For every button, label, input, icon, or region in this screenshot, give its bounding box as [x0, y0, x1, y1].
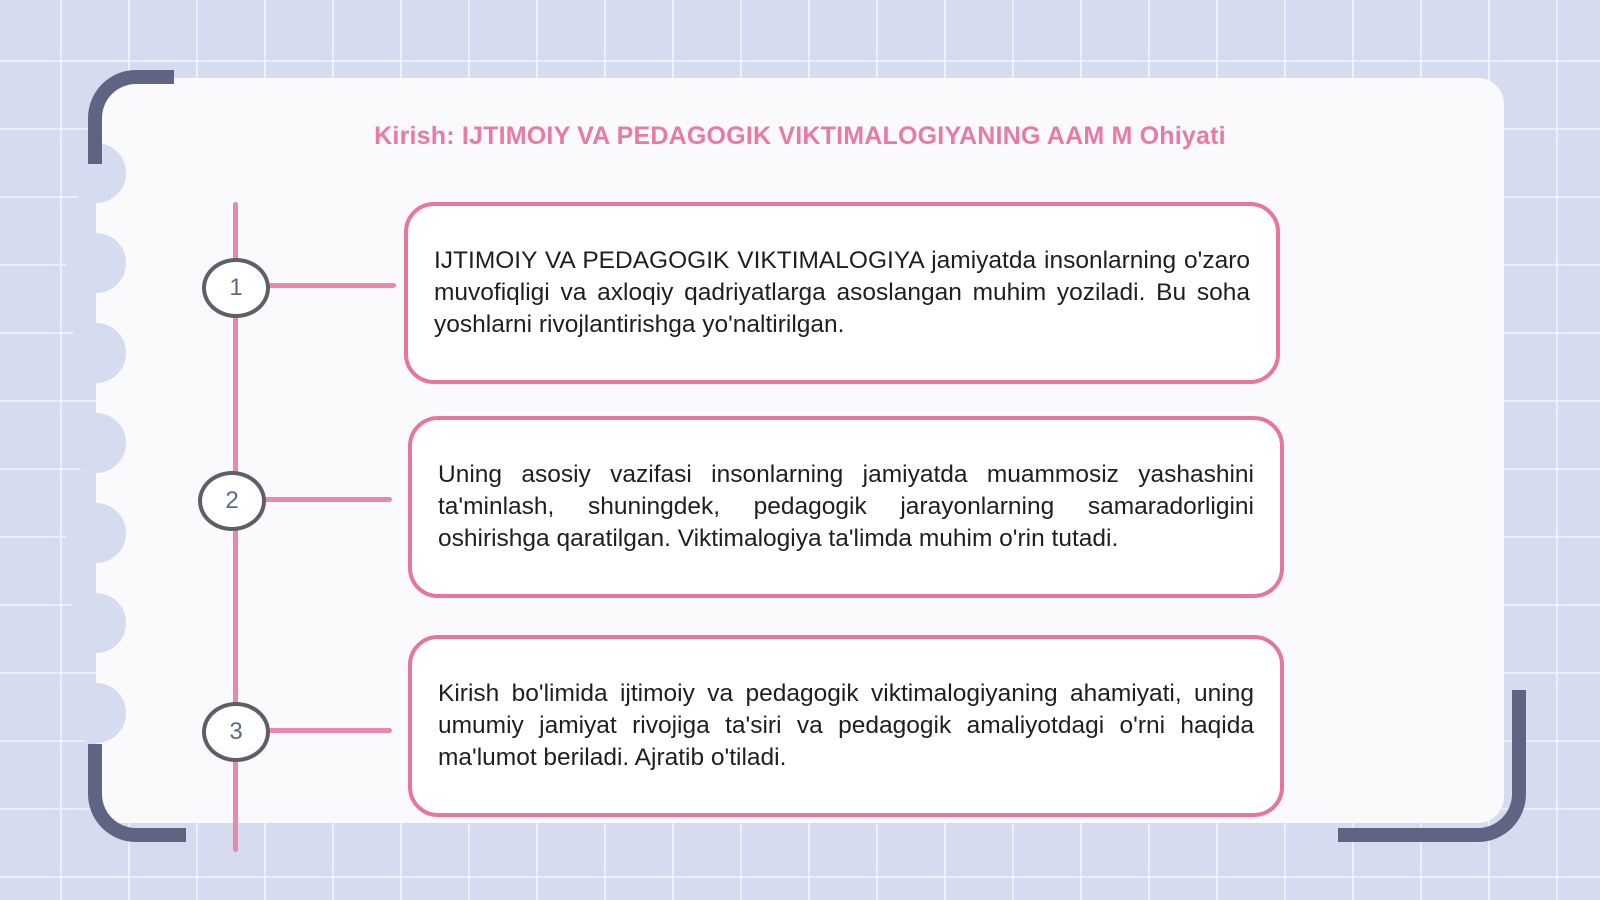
scallop-decoration [66, 413, 126, 473]
corner-bracket-top-left [88, 70, 174, 164]
scallop-decoration [66, 683, 126, 743]
step-number-1: 1 [202, 258, 270, 318]
step-box-2 [408, 416, 1284, 598]
step-text-3: Kirish bo'limida ijtimoiy va pedagogik viktimalogiyaning ahamiyati, uning umumiy jamiyat rivojiga ta'siri va pedagogik amaliyotdagi o'rni haqida ma'lumot beriladi. Ajratib o'tiladi. [438, 680, 1254, 771]
scallop-decoration [66, 503, 126, 563]
step-number-3: 3 [202, 702, 270, 762]
step-text-1: IJTIMOIY VA PEDAGOGIK VIKTIMALOGIYA jamiyatda insonlarning o'zaro muvofiqligi va axloqiy qadriyatlarga asoslangan muhim yoziladi. Bu soha yoshlarni rivojlantirishga yo'naltirilgan. [434, 247, 1250, 338]
step-box-1 [404, 202, 1280, 384]
scallop-decoration [66, 593, 126, 653]
step-box-3 [408, 635, 1284, 817]
step-text-2: Uning asosiy vazifasi insonlarning jamiyatda muammosiz yashashini ta'minlash, shuningdek, pedagogik jarayonlarning samaradorligini oshirishga qaratilgan. Viktimalogiya ta'limda muhim o'rin tutadi. [438, 461, 1254, 552]
corner-bracket-bottom-right [1338, 690, 1526, 842]
step-number-2: 2 [198, 471, 266, 531]
slide-title: Kirish: IJTIMOIY VA PEDAGOGIK VIKTIMALOGIYANING AAM M Ohiyati [374, 122, 1226, 150]
step-connector [262, 283, 396, 288]
scallop-decoration [66, 233, 126, 293]
corner-bracket-bottom-left [88, 744, 186, 842]
step-connector [262, 728, 392, 733]
scallop-decoration [66, 323, 126, 383]
step-connector [258, 497, 392, 502]
